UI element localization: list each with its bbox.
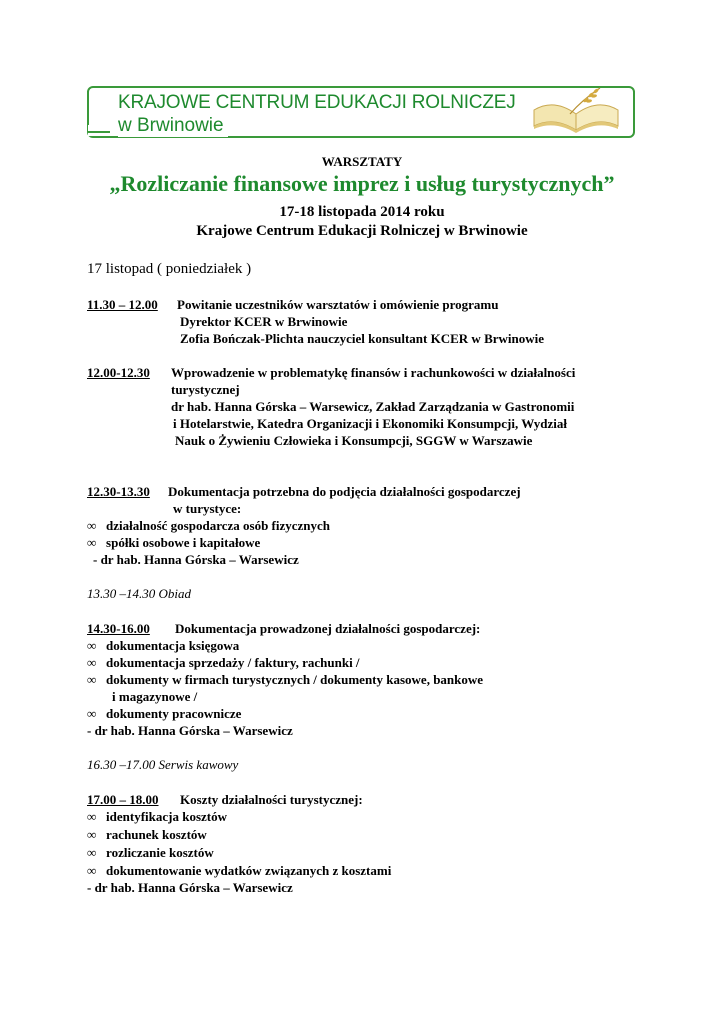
session-speaker: - dr hab. Hanna Górska – Warsewicz [87, 880, 293, 895]
session-time: 11.30 – 12.00 [87, 297, 158, 312]
session-line: Wprowadzenie w problematykę finansów i rachunkowości w działalności [171, 365, 576, 380]
session-line: i Hotelarstwie, Katedra Organizacji i Ekonomiki Konsumpcji, Wydział [173, 416, 567, 431]
list-item: ∞ dokumentacja sprzedaży / faktury, rachunki / [87, 655, 360, 670]
bullet-icon: ∞ [87, 535, 97, 550]
break-lunch: 13.30 –14.30 Obiad [87, 586, 191, 601]
day-heading: 17 listopad ( poniedziałek ) [87, 261, 252, 277]
logo-org-location: w Brwinowie [118, 115, 228, 137]
bullet-icon: ∞ [87, 655, 97, 670]
list-item: ∞ dokumenty pracownicze [87, 706, 242, 721]
session-time: 12.30-13.30 [87, 484, 150, 499]
bullet-icon: ∞ [87, 863, 97, 878]
bullet-icon: ∞ [87, 809, 97, 824]
list-item: ∞ działalność gospodarcza osób fizycznych [87, 518, 331, 533]
session-line: dr hab. Hanna Górska – Warsewicz, Zakład Zarządzania w Gastronomii [171, 399, 575, 414]
session-line: Powitanie uczestników warsztatów i omówienie programu [177, 297, 499, 312]
list-item: ∞ dokumentacja księgowa [87, 638, 240, 653]
session-line: Zofia Bończak-Plichta nauczyciel konsultant KCER w Brwinowie [180, 331, 545, 346]
logo-org-name: KRAJOWE CENTRUM EDUKACJI ROLNICZEJ [118, 92, 516, 113]
bullet-icon: ∞ [87, 845, 97, 860]
session-line: Dokumentacja potrzebna do podjęcia działalności gospodarczej [168, 484, 521, 499]
event-type: WARSZTATY [321, 154, 403, 169]
session-line: turystycznej [171, 382, 240, 397]
list-item: ∞ rachunek kosztów [87, 827, 207, 842]
session-1 [87, 297, 158, 313]
session-line: Koszty działalności turystycznej: [180, 792, 363, 807]
session-time: 14.30-16.00 [87, 621, 150, 636]
session-line: w turystyce: [173, 501, 242, 516]
list-item: ∞ identyfikacja kosztów [87, 809, 227, 824]
event-date: 17-18 listopada 2014 roku [279, 204, 445, 220]
event-title: „Rozliczanie finansowe imprez i usług turystycznych” [109, 171, 615, 196]
session-line: Dyrektor KCER w Brwinowie [180, 314, 348, 329]
list-item: ∞ dokumentowanie wydatków związanych z kosztami [87, 863, 392, 878]
bullet-icon: ∞ [87, 638, 97, 653]
session-speaker: - dr hab. Hanna Górska – Warsewicz [93, 552, 299, 567]
list-item: ∞ spółki osobowe i kapitałowe [87, 535, 261, 550]
logo-frame-stub [88, 131, 110, 133]
bullet-icon: ∞ [87, 706, 97, 721]
bullet-icon: ∞ [87, 672, 97, 687]
bullet-icon: ∞ [87, 518, 97, 533]
open-book-wheat-icon [530, 84, 622, 134]
list-item-continuation: i magazynowe / [112, 689, 198, 704]
session-speaker: - dr hab. Hanna Górska – Warsewicz [87, 723, 293, 738]
session-time: 12.00-12.30 [87, 365, 150, 380]
bullet-icon: ∞ [87, 827, 97, 842]
list-item: ∞ dokumenty w firmach turystycznych / dokumenty kasowe, bankowe [87, 672, 484, 687]
list-item: ∞ rozliczanie kosztów [87, 845, 214, 860]
event-venue: Krajowe Centrum Edukacji Rolniczej w Brwinowie [196, 223, 528, 239]
break-coffee: 16.30 –17.00 Serwis kawowy [87, 757, 239, 772]
session-time: 17.00 – 18.00 [87, 792, 159, 807]
session-line: Nauk o Żywieniu Człowieka i Konsumpcji, SGGW w Warszawie [175, 433, 533, 448]
session-line: Dokumentacja prowadzonej działalności gospodarczej: [175, 621, 481, 636]
